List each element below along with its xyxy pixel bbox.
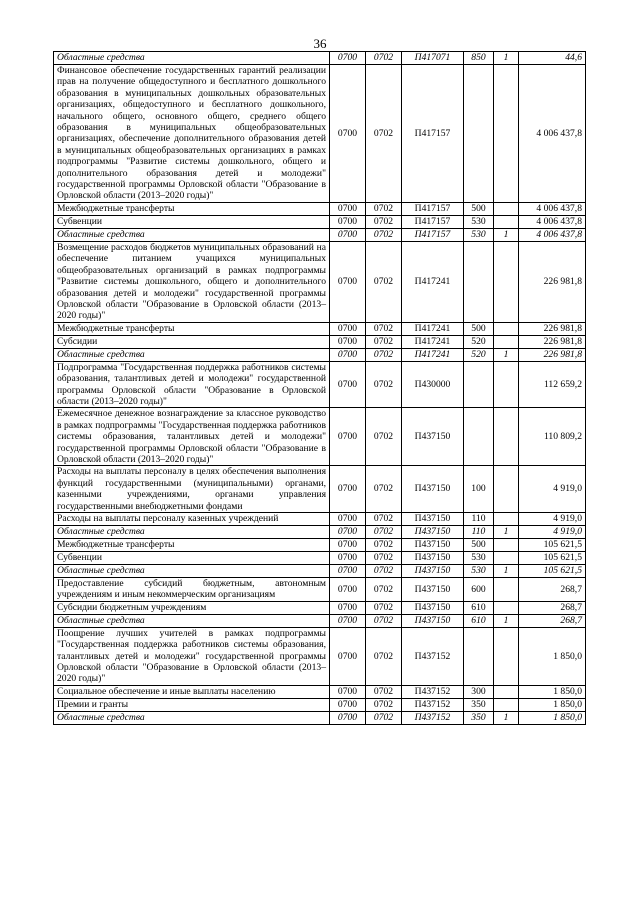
row-name: Областные средства (54, 228, 330, 241)
table-row (54, 627, 586, 685)
row-target: П437152 (402, 685, 464, 698)
row-subsection: 0702 (366, 215, 402, 228)
row-section: 0700 (330, 601, 366, 614)
row-name: Межбюджетные трансферты (54, 322, 330, 335)
row-section: 0700 (330, 513, 366, 526)
row-section: 0700 (330, 241, 366, 322)
row-name: Расходы на выплаты персоналу казенных учреждений (54, 513, 330, 526)
row-subsection: 0702 (366, 335, 402, 348)
row-name: Возмещение расходов бюджетов муниципальных образований на обеспечение питанием учащихся муниципальных общеобразовательных организаций в рамках подпрограммы "Развитие системы дошкольного, общего и дополнительного образования детей и молодежи" государственной программы Орловской области "Образование в Орловской области (2013–2020 годы)" (54, 241, 330, 322)
row-name: Межбюджетные трансферты (54, 539, 330, 552)
row-fund-source (494, 698, 519, 711)
row-section: 0700 (330, 348, 366, 361)
row-name: Предоставление субсидий бюджетным, автономным учреждениям и иным некоммерческим организациям (54, 578, 330, 602)
row-name: Субвенции (54, 215, 330, 228)
row-subsection: 0702 (366, 552, 402, 565)
row-subsection: 0702 (366, 348, 402, 361)
row-fund-source (494, 335, 519, 348)
row-target: П417241 (402, 322, 464, 335)
row-section: 0700 (330, 685, 366, 698)
row-section: 0700 (330, 215, 366, 228)
table-row (54, 408, 586, 466)
row-expense-type: 500 (464, 322, 494, 335)
row-expense-type: 610 (464, 614, 494, 627)
row-fund-source: 1 (494, 348, 519, 361)
row-section: 0700 (330, 361, 366, 408)
row-section: 0700 (330, 52, 366, 65)
row-name: Премии и гранты (54, 698, 330, 711)
row-expense-type: 520 (464, 335, 494, 348)
row-name: Областные средства (54, 348, 330, 361)
row-subsection: 0702 (366, 627, 402, 685)
row-section: 0700 (330, 627, 366, 685)
row-expense-type: 850 (464, 52, 494, 65)
table-row (54, 241, 586, 322)
table-row (54, 552, 586, 565)
row-expense-type: 500 (464, 539, 494, 552)
row-sum: 112 659,2 (519, 361, 586, 408)
row-target: П437150 (402, 408, 464, 466)
row-section: 0700 (330, 578, 366, 602)
table-row (54, 361, 586, 408)
row-fund-source (494, 322, 519, 335)
table-row (54, 578, 586, 602)
row-sum: 105 621,5 (519, 552, 586, 565)
row-sum: 4 006 437,8 (519, 228, 586, 241)
table-row (54, 322, 586, 335)
row-subsection: 0702 (366, 228, 402, 241)
row-name: Межбюджетные трансферты (54, 202, 330, 215)
table-row (54, 52, 586, 65)
row-fund-source: 1 (494, 526, 519, 539)
row-expense-type: 600 (464, 578, 494, 602)
table-row (54, 526, 586, 539)
table-row (54, 65, 586, 203)
row-sum: 4 919,0 (519, 526, 586, 539)
row-target: П437150 (402, 578, 464, 602)
row-target: П417241 (402, 348, 464, 361)
row-subsection: 0702 (366, 52, 402, 65)
row-expense-type: 110 (464, 526, 494, 539)
row-target: П437150 (402, 539, 464, 552)
table-row (54, 466, 586, 513)
row-fund-source (494, 466, 519, 513)
row-name: Областные средства (54, 52, 330, 65)
row-target: П437150 (402, 565, 464, 578)
row-name: Субсидии бюджетным учреждениям (54, 601, 330, 614)
row-section: 0700 (330, 322, 366, 335)
row-expense-type: 350 (464, 711, 494, 724)
row-sum: 105 621,5 (519, 565, 586, 578)
row-subsection: 0702 (366, 408, 402, 466)
row-section: 0700 (330, 408, 366, 466)
row-expense-type: 350 (464, 698, 494, 711)
row-name: Финансовое обеспечение государственных гарантий реализации прав на получение общедоступного и бесплатного дошкольного образования в муниципальных дошкольных образовательных организациях, общедоступного и бесплатного дошкольного, начального общего, основного общего, среднего общего образования в муниципальных общеобразовательных организациях, обеспечение дополнительного образования детей в муниципальных общеобразовательных организациях в рамках подпрограммы "Развитие системы дошкольного, общего и дополнительного образования детей и молодежи" государственной программы Орловской области "Образование в Орловской области (2013–2020 годы)" (54, 65, 330, 203)
row-expense-type: 300 (464, 685, 494, 698)
row-subsection: 0702 (366, 322, 402, 335)
row-fund-source: 1 (494, 614, 519, 627)
row-sum: 44,6 (519, 52, 586, 65)
row-section: 0700 (330, 698, 366, 711)
row-target: П417157 (402, 65, 464, 203)
row-name: Подпрограмма "Государственная поддержка работников системы образования, талантливых детей и молодежи" государственной программы Орловской области "Образование в Орловской области (2013–2020 годы)" (54, 361, 330, 408)
row-sum: 226 981,8 (519, 322, 586, 335)
table-row (54, 335, 586, 348)
row-target: П437152 (402, 627, 464, 685)
row-subsection: 0702 (366, 685, 402, 698)
row-expense-type: 110 (464, 513, 494, 526)
row-subsection: 0702 (366, 202, 402, 215)
table-row (54, 513, 586, 526)
row-sum: 4 006 437,8 (519, 202, 586, 215)
row-name: Поощрение лучших учителей в рамках подпрограммы "Государственная поддержка работников системы образования, талантливых детей и молодежи" государственной программы Орловской области "Образование в Орловской области (2013–2020 годы)" (54, 627, 330, 685)
row-target: П430000 (402, 361, 464, 408)
row-subsection: 0702 (366, 614, 402, 627)
row-sum: 1 850,0 (519, 711, 586, 724)
row-name: Расходы на выплаты персоналу в целях обеспечения выполнения функций государственными (муниципальными) органами, казенными учреждениями, органами управления государственными внебюджетными фондами (54, 466, 330, 513)
row-sum: 268,7 (519, 601, 586, 614)
row-sum: 268,7 (519, 578, 586, 602)
row-fund-source: 1 (494, 711, 519, 724)
row-subsection: 0702 (366, 565, 402, 578)
row-target: П417157 (402, 215, 464, 228)
row-expense-type (464, 627, 494, 685)
row-section: 0700 (330, 335, 366, 348)
row-section: 0700 (330, 552, 366, 565)
row-target: П437150 (402, 614, 464, 627)
row-subsection: 0702 (366, 526, 402, 539)
row-section: 0700 (330, 228, 366, 241)
row-fund-source (494, 627, 519, 685)
row-sum: 1 850,0 (519, 698, 586, 711)
row-expense-type: 530 (464, 565, 494, 578)
row-expense-type: 610 (464, 601, 494, 614)
row-sum: 226 981,8 (519, 241, 586, 322)
row-name: Областные средства (54, 526, 330, 539)
row-expense-type (464, 361, 494, 408)
row-section: 0700 (330, 539, 366, 552)
row-subsection: 0702 (366, 578, 402, 602)
table-row (54, 685, 586, 698)
row-expense-type: 500 (464, 202, 494, 215)
table-row (54, 228, 586, 241)
row-fund-source (494, 539, 519, 552)
row-sum: 105 621,5 (519, 539, 586, 552)
row-sum: 4 919,0 (519, 466, 586, 513)
row-fund-source: 1 (494, 52, 519, 65)
table-row (54, 698, 586, 711)
row-expense-type (464, 65, 494, 203)
table-row (54, 215, 586, 228)
row-target: П437150 (402, 601, 464, 614)
row-target: П417157 (402, 228, 464, 241)
row-fund-source (494, 578, 519, 602)
row-subsection: 0702 (366, 241, 402, 322)
row-fund-source (494, 513, 519, 526)
row-subsection: 0702 (366, 513, 402, 526)
row-sum: 110 809,2 (519, 408, 586, 466)
row-expense-type: 530 (464, 552, 494, 565)
row-fund-source (494, 65, 519, 203)
row-fund-source (494, 202, 519, 215)
row-fund-source: 1 (494, 565, 519, 578)
row-target: П437152 (402, 698, 464, 711)
row-expense-type (464, 241, 494, 322)
row-name: Областные средства (54, 565, 330, 578)
row-section: 0700 (330, 565, 366, 578)
row-name: Областные средства (54, 711, 330, 724)
row-fund-source (494, 241, 519, 322)
row-name: Субвенции (54, 552, 330, 565)
budget-table-body (54, 52, 586, 725)
row-fund-source (494, 601, 519, 614)
table-row (54, 202, 586, 215)
row-fund-source (494, 361, 519, 408)
budget-table (53, 51, 586, 725)
row-sum: 1 850,0 (519, 685, 586, 698)
row-fund-source (494, 215, 519, 228)
row-expense-type: 530 (464, 228, 494, 241)
row-fund-source (494, 552, 519, 565)
row-target: П417241 (402, 241, 464, 322)
row-sum: 226 981,8 (519, 348, 586, 361)
row-section: 0700 (330, 614, 366, 627)
row-subsection: 0702 (366, 601, 402, 614)
row-expense-type: 520 (464, 348, 494, 361)
row-subsection: 0702 (366, 539, 402, 552)
row-subsection: 0702 (366, 698, 402, 711)
row-target: П437150 (402, 552, 464, 565)
row-sum: 4 006 437,8 (519, 65, 586, 203)
row-section: 0700 (330, 466, 366, 513)
row-expense-type: 530 (464, 215, 494, 228)
page-number: 36 (313, 36, 327, 51)
table-row (54, 539, 586, 552)
row-sum: 226 981,8 (519, 335, 586, 348)
row-expense-type (464, 408, 494, 466)
row-target: П417241 (402, 335, 464, 348)
row-target: П417071 (402, 52, 464, 65)
row-target: П417157 (402, 202, 464, 215)
table-row (54, 711, 586, 724)
table-row (54, 601, 586, 614)
table-row (54, 565, 586, 578)
row-section: 0700 (330, 65, 366, 203)
row-sum: 1 850,0 (519, 627, 586, 685)
table-row (54, 348, 586, 361)
row-sum: 4 919,0 (519, 513, 586, 526)
row-fund-source (494, 685, 519, 698)
row-target: П437150 (402, 513, 464, 526)
row-section: 0700 (330, 526, 366, 539)
row-name: Субсидии (54, 335, 330, 348)
row-subsection: 0702 (366, 65, 402, 203)
row-subsection: 0702 (366, 466, 402, 513)
row-name: Областные средства (54, 614, 330, 627)
row-expense-type: 100 (464, 466, 494, 513)
row-subsection: 0702 (366, 361, 402, 408)
row-section: 0700 (330, 202, 366, 215)
row-target: П437152 (402, 711, 464, 724)
row-name: Ежемесячное денежное вознаграждение за классное руководство в рамках подпрограммы "Государственная поддержка работников системы образования, талантливых детей и молодежи" государственной программы Орловской области "Образование в Орловской области (2013–2020 годы)" (54, 408, 330, 466)
row-fund-source: 1 (494, 228, 519, 241)
table-row (54, 614, 586, 627)
row-fund-source (494, 408, 519, 466)
row-subsection: 0702 (366, 711, 402, 724)
row-target: П437150 (402, 466, 464, 513)
row-sum: 4 006 437,8 (519, 215, 586, 228)
row-name: Социальное обеспечение и иные выплаты населению (54, 685, 330, 698)
row-sum: 268,7 (519, 614, 586, 627)
row-target: П437150 (402, 526, 464, 539)
row-section: 0700 (330, 711, 366, 724)
